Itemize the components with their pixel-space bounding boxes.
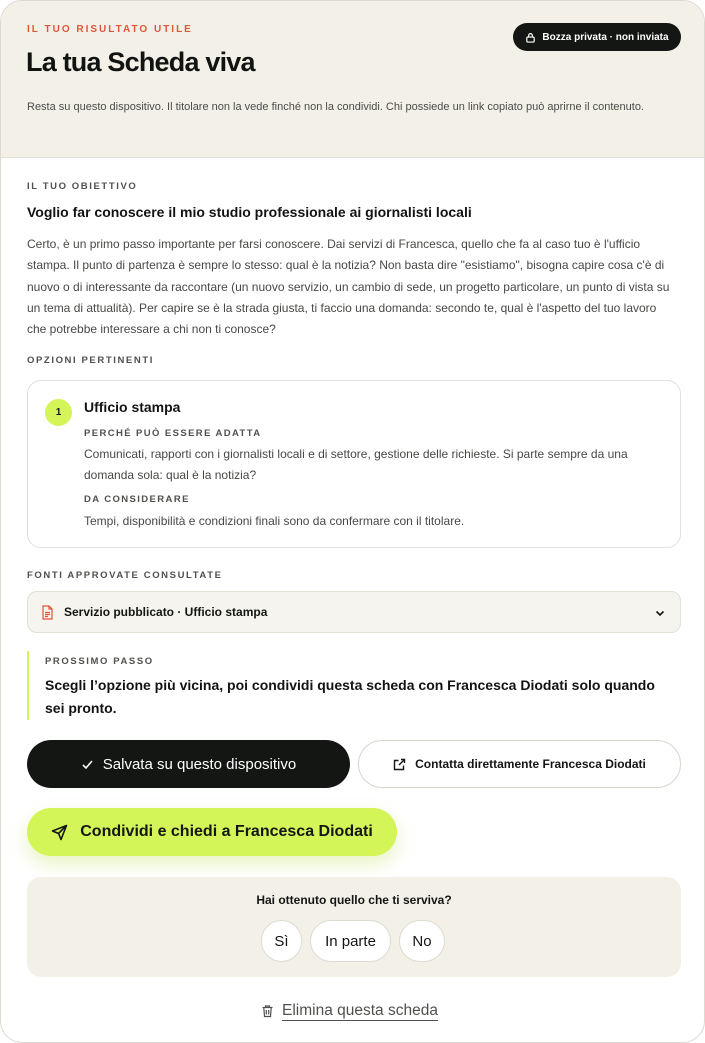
option-title: Ufficio stampa — [84, 399, 181, 415]
check-icon — [81, 758, 94, 771]
share-button-label: Condividi e chiedi a Francesca Diodati — [80, 823, 373, 840]
option-why-label: PERCHÉ PUÒ ESSERE ADATTA — [84, 428, 262, 439]
eyebrow-label: IL TUO RISULTATO UTILE — [27, 24, 193, 35]
draft-badge-label: Bozza privata · non inviata — [542, 31, 669, 43]
delete-link-label: Elimina questa scheda — [282, 1001, 438, 1019]
source-item-label: Servizio pubblicato · Ufficio stampa — [64, 605, 268, 619]
lock-icon — [525, 32, 536, 43]
goal-response-text: Certo, è un primo passo importante per farsi conoscere. Dai servizi di Francesca, quello che fa al caso tuo è l'ufficio stampa. Il punto di partenza è sempre lo stesso: qual è la notizia? Non basta dire "esistiamo", bisogna capire cosa c'è di nuovo o di interessante da raccontare (un nuovo servizio, un cambio di sede, un progetto particolare, un punto di vista su un tema di attualità). Per capire se è la strada giusta, ti faccio una domanda: secondo te, qual è l'aspetto del tuo lavoro che potrebbe interessare a chi non ti conosce? — [27, 237, 670, 337]
feedback-question: Hai ottenuto quello che ti serviva? — [256, 893, 452, 907]
send-icon — [51, 824, 68, 841]
document-icon — [41, 605, 54, 620]
source-accordion[interactable] — [27, 591, 681, 633]
next-step-text: Scegli l’opzione più vicina, poi condividi questa scheda con Francesca Diodati solo quando sei pronto. — [45, 677, 655, 716]
draft-status-badge — [513, 23, 681, 51]
next-step-callout — [27, 651, 681, 720]
header-description: Resta su questo dispositivo. Il titolare non la vede finché non la condividi. Chi possiede un link copiato può aprirne il contenuto. — [27, 101, 644, 113]
option-why-text: Comunicati, rapporti con i giornalisti locali e di settore, gestione delle richieste. Si parte sempre da una domanda sola: qual è la notizia? — [84, 447, 628, 482]
options-section-label: OPZIONI PERTINENTI — [27, 355, 154, 366]
header — [1, 1, 704, 158]
saved-on-device-button[interactable] — [27, 740, 350, 788]
contact-button-label: Contatta direttamente Francesca Diodati — [415, 757, 646, 771]
feedback-panel — [27, 877, 681, 977]
next-step-label: PROSSIMO PASSO — [45, 656, 154, 667]
share-and-ask-button[interactable] — [27, 808, 397, 856]
chevron-down-icon — [654, 607, 666, 619]
option-consider-label: DA CONSIDERARE — [84, 494, 190, 505]
option-number-badge: 1 — [45, 399, 72, 426]
saved-button-label: Salvata su questo dispositivo — [102, 755, 297, 773]
contact-directly-button[interactable] — [358, 740, 681, 788]
feedback-yes-button[interactable]: Sì — [261, 920, 302, 962]
sources-section-label: FONTI APPROVATE CONSULTATE — [27, 570, 223, 581]
page-title: La tua Scheda viva — [26, 47, 255, 77]
feedback-partly-button[interactable]: In parte — [310, 920, 391, 962]
goal-section-label: IL TUO OBIETTIVO — [27, 181, 138, 192]
feedback-no-button[interactable]: No — [399, 920, 445, 962]
option-consider-text: Tempi, disponibilità e condizioni finali sono da confermare con il titolare. — [84, 514, 465, 528]
goal-title: Voglio far conoscere il mio studio professionale ai giornalisti locali — [27, 204, 472, 220]
delete-card-link[interactable] — [261, 1000, 438, 1022]
external-link-icon — [393, 758, 406, 771]
option-card[interactable] — [27, 380, 681, 548]
trash-icon — [261, 1004, 274, 1018]
